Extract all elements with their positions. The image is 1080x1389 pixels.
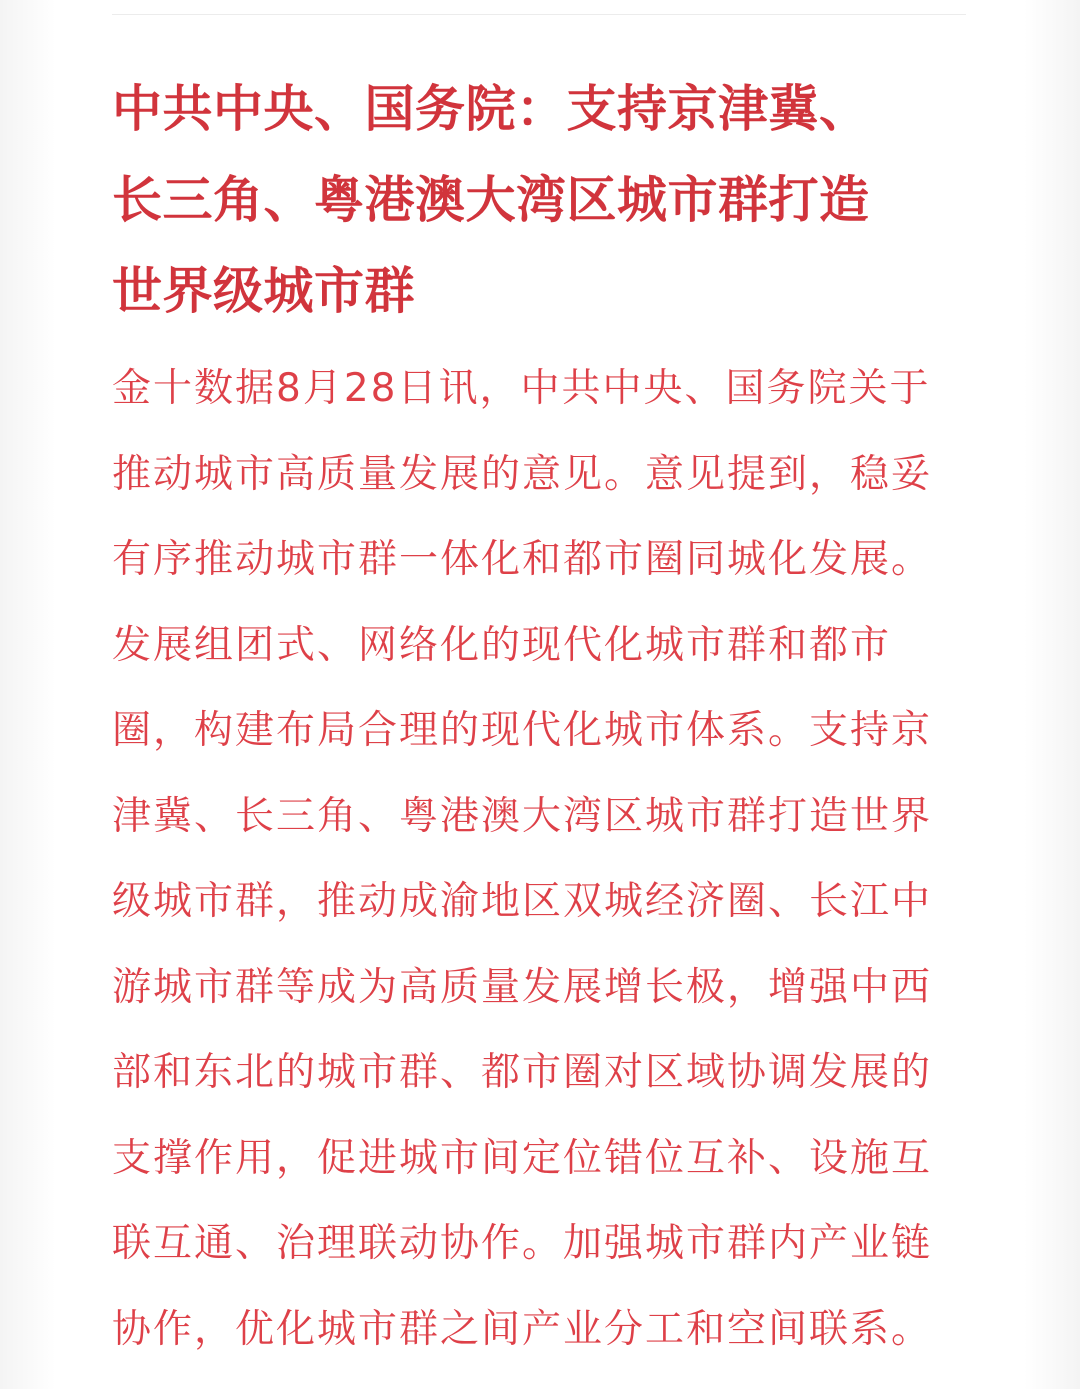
article-body-line: 游城市群等成为高质量发展增长极，增强中西: [112, 964, 933, 1010]
page-edge-right: [1024, 0, 1080, 1389]
article-body-line: 有序推动城市群一体化和都市圈同城化发展。: [112, 537, 933, 582]
article-body-line: 级城市群，推动成渝地区双城经济圈、长江中: [112, 879, 933, 924]
article-body: [112, 346, 972, 1372]
top-divider: [112, 14, 966, 15]
article-title: [112, 63, 972, 336]
article-title-line: 中共中央、国务院：支持京津冀、: [112, 79, 870, 138]
page-edge-left: [0, 0, 56, 1389]
article-body-line: 发展组团式、网络化的现代化城市群和都市: [112, 622, 892, 668]
article-body-line: 圈，构建布局合理的现代化城市体系。支持京: [112, 708, 933, 753]
article-title-line: 长三角、粤港澳大湾区城市群打造: [112, 170, 870, 229]
article-body-line: 支撑作用，促进城市间定位错位互补、设施互: [112, 1135, 933, 1181]
article-body-line: 推动城市高质量发展的意见。意见提到，稳妥: [112, 451, 933, 497]
article-body-line: 津冀、长三角、粤港澳大湾区城市群打造世界: [112, 793, 933, 839]
news-article: [112, 0, 972, 1372]
article-body-line: 联互通、治理联动协作。加强城市群内产业链: [112, 1221, 933, 1266]
article-body-line: 金十数据8月28日讯，中共中央、国务院关于: [112, 366, 931, 411]
article-body-line: 部和东北的城市群、都市圈对区域协调发展的: [112, 1050, 933, 1095]
article-title-line: 世界级城市群: [112, 261, 415, 320]
article-body-line: 协作，优化城市群之间产业分工和空间联系。: [112, 1306, 933, 1352]
